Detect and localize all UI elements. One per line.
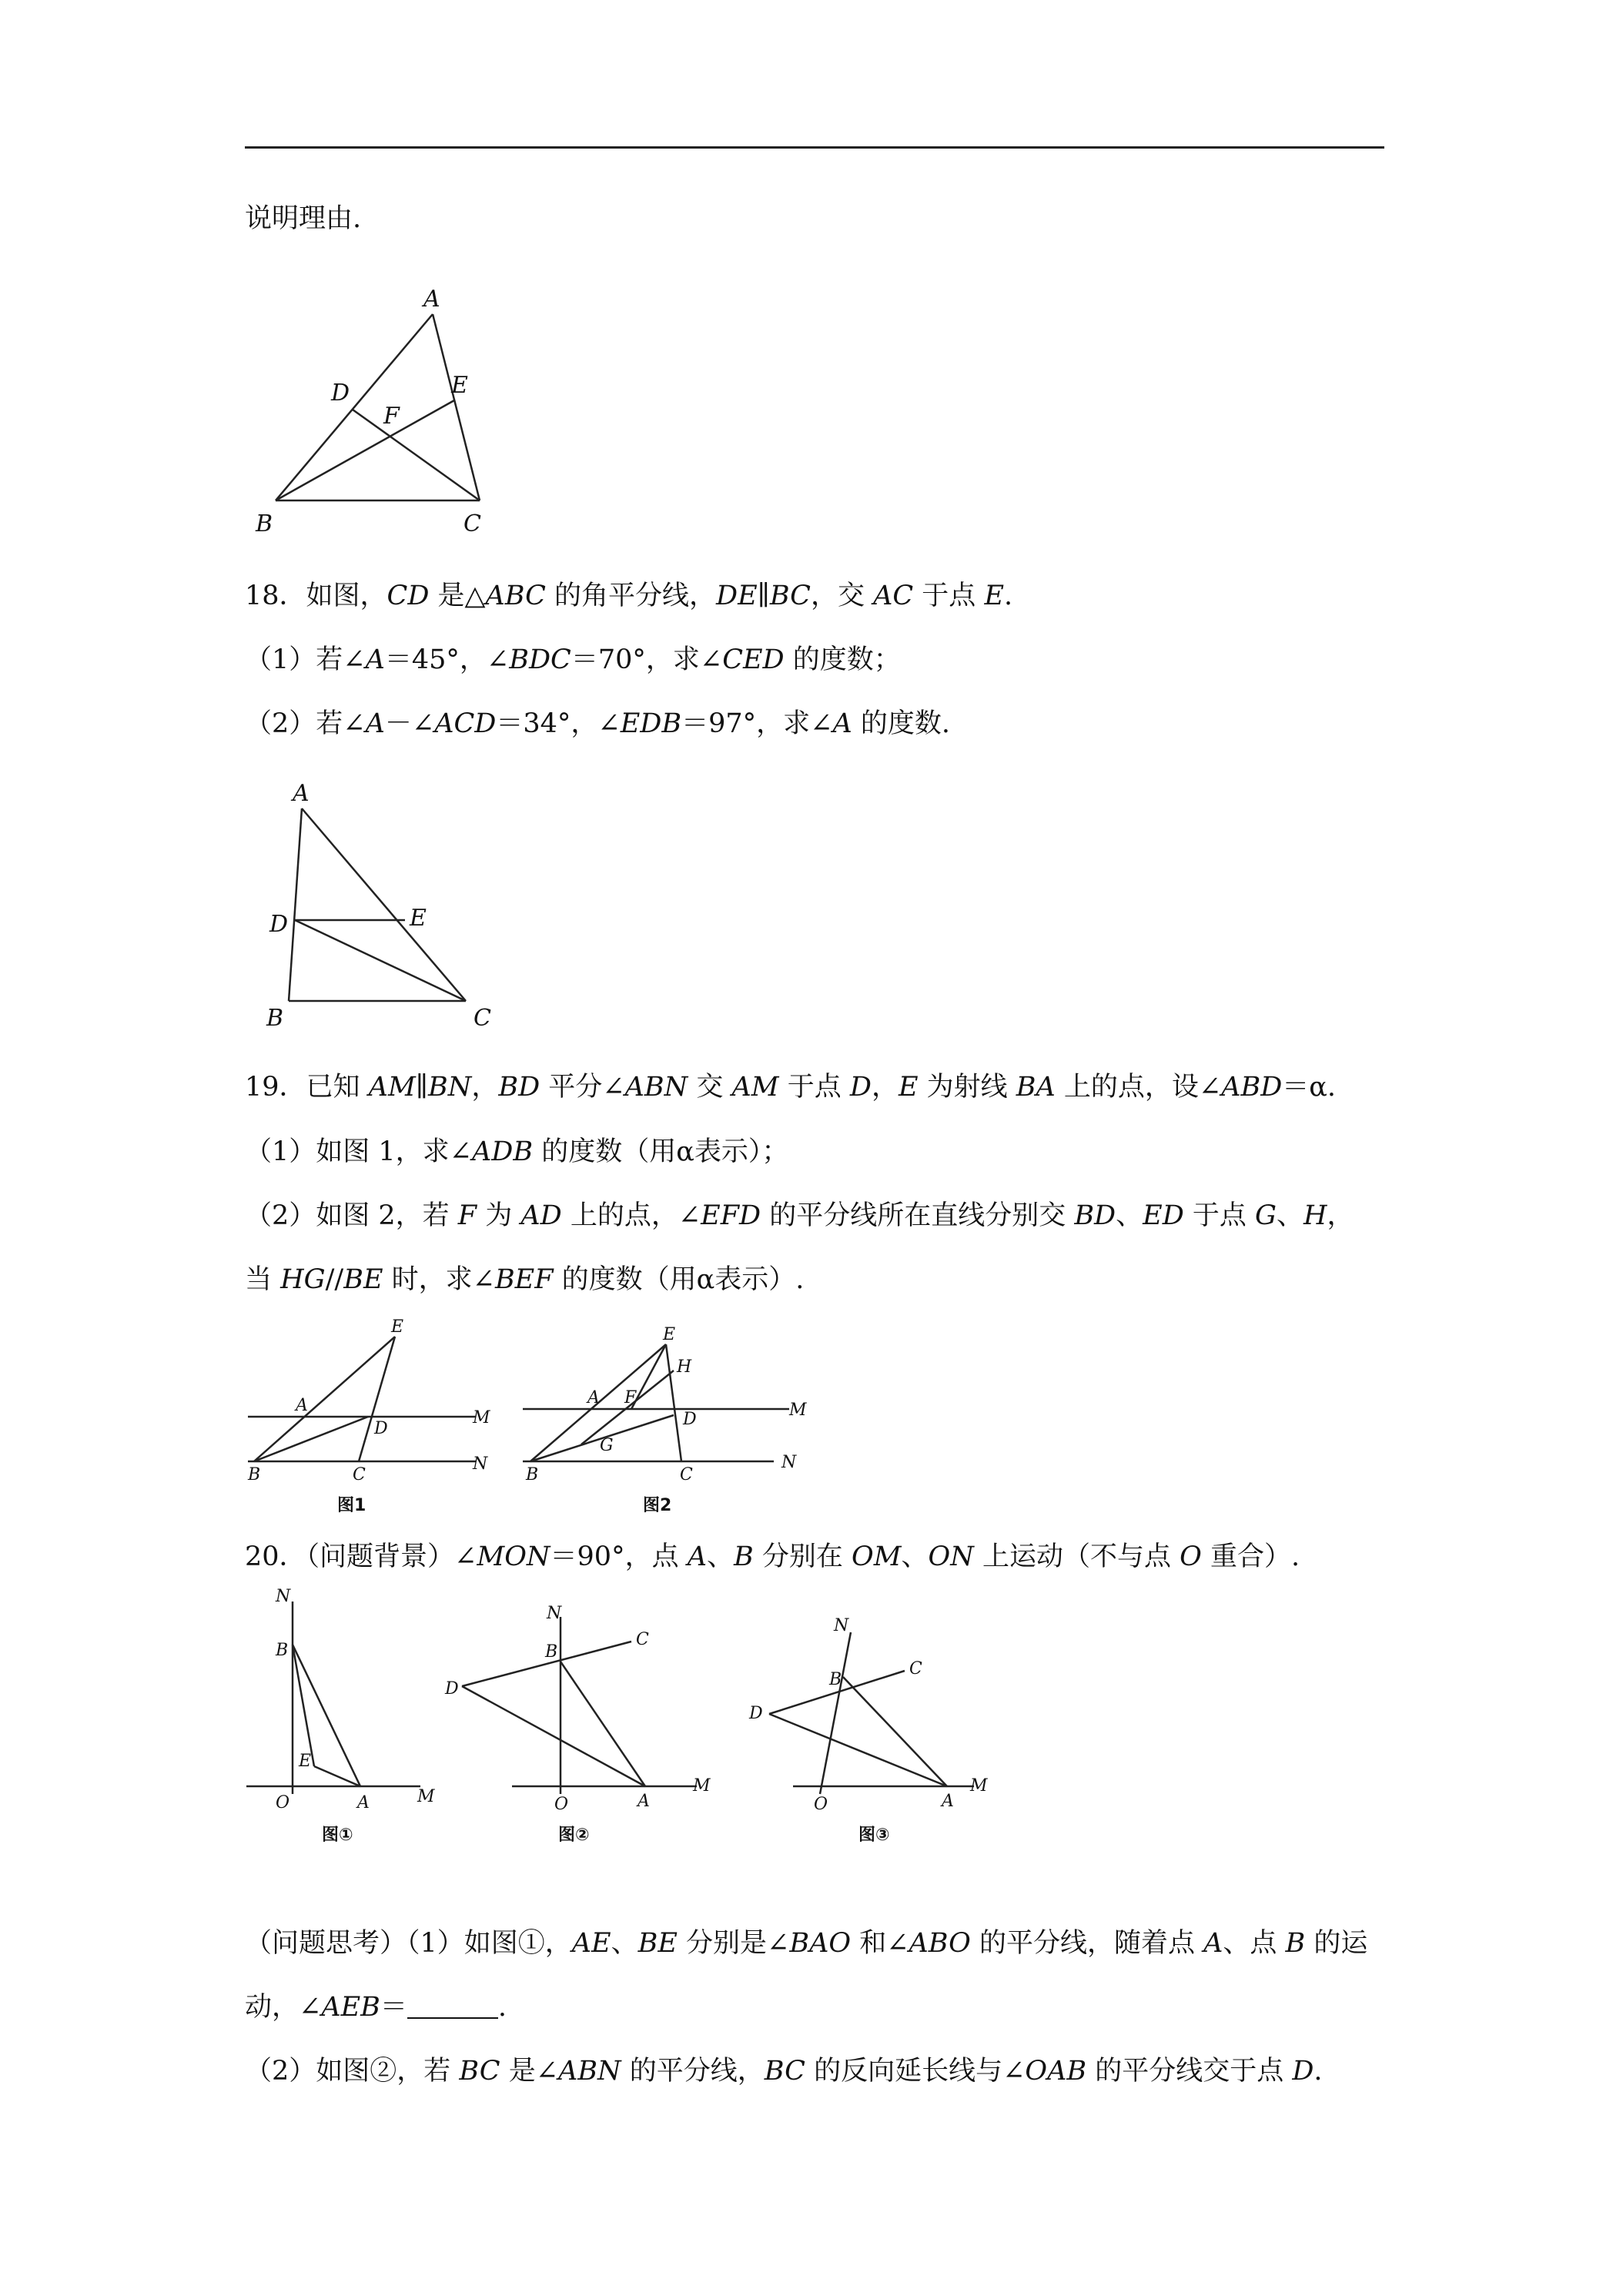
q18-stem: 18．如图，CD 是△ABC 的角平分线，DE∥BC，交 AC 于点 E. [245,581,1013,611]
figure-19-1 [245,1317,507,1517]
q19-part-2-line-2: 当 HG//BE 时，求∠BEF 的度数（用α表示）. [245,1264,805,1295]
fig20-3-label-d: D [749,1704,763,1723]
fig17-label-d: D [331,380,350,407]
fig19-1-label-c: C [353,1465,366,1484]
fig20-3-caption: 图③ [858,1826,890,1845]
fig19-1-label-b: B [248,1465,261,1484]
fig19-2-label-c: C [680,1465,693,1484]
figure-18 [254,778,516,1032]
fig19-1-label-d: D [374,1419,388,1438]
fig17-label-f: F [383,403,400,430]
fig20-3-label-c: C [909,1659,922,1678]
fig19-1-label-m: M [473,1408,490,1427]
fig20-2-label-n: N [547,1604,562,1623]
figure-19-2 [520,1317,812,1517]
q18-part-1: （1）若∠A＝45°，∠BDC＝70°，求∠CED 的度数； [245,644,901,675]
fig19-1-label-e: E [391,1317,404,1337]
fig19-2-label-m: M [789,1401,807,1420]
fig20-3-label-a: A [942,1792,954,1811]
q19-part-1: （1）如图 1，求∠ADB 的度数（用α表示）； [245,1136,789,1167]
fig19-2-label-n: N [781,1453,797,1472]
header-rule [245,146,1384,149]
fig18-label-c: C [474,1005,491,1032]
figure-20-2 [439,1586,716,1845]
q18-part-2: （2）若∠A－∠ACD＝34°，∠EDB＝97°，求∠A 的度数. [245,708,950,739]
top-text: 说明理由. [245,203,362,234]
fig19-2-label-b: B [526,1465,539,1484]
fig20-3-label-b: B [829,1670,842,1689]
fig20-1-label-n: N [276,1587,291,1606]
fig19-2-label-h: H [677,1357,692,1377]
fig19-1-label-a: A [296,1396,308,1415]
answer-blank[interactable] [407,1994,498,2019]
fig19-2-label-g: G [600,1436,614,1455]
fig20-2-label-b: B [545,1642,558,1662]
fig20-2-caption: 图② [558,1826,590,1845]
fig18-label-b: B [266,1005,284,1032]
q19-stem: 19．已知 AM∥BN，BD 平分∠ABN 交 AM 于点 D，E 为射线 BA 上的点，设∠ABD＝α. [245,1072,1337,1103]
fig18-label-a: A [293,780,310,807]
fig20-2-label-a: A [637,1792,650,1811]
fig20-1-label-e: E [299,1752,312,1771]
fig20-1-label-o: O [276,1793,290,1812]
fig17-label-c: C [463,510,481,537]
q20-part-2: （2）如图②，若 BC 是∠ABN 的平分线，BC 的反向延长线与∠OAB 的平分线交于点 D. [245,2056,1323,2087]
fig19-2-label-f: F [624,1388,637,1407]
fig19-1-label-n: N [473,1454,488,1474]
fig20-2-label-d: D [445,1679,459,1699]
fig19-2-label-d: D [683,1410,697,1429]
fig17-label-e: E [451,372,468,399]
fig18-label-e: E [410,905,427,932]
figure-17 [245,277,522,539]
fig20-2-label-o: O [554,1795,569,1814]
q20-think-1-line-2: 动，∠AEB＝ . [245,1992,507,2023]
fig17-label-b: B [256,510,273,537]
q20-stem: 20．（问题背景）∠MON＝90°，点 A、B 分别在 OM、ON 上运动（不与点 O 重合）. [245,1541,1300,1572]
q20-think-1-line-1: （问题思考）（1）如图①，AE、BE 分别是∠BAO 和∠ABO 的平分线，随着点 A、点 B 的运 [245,1928,1368,1959]
figure-20-3 [735,1586,1012,1845]
fig20-1-label-b: B [276,1641,289,1660]
fig20-2-label-c: C [636,1630,649,1649]
fig20-1-label-a: A [357,1793,370,1812]
fig18-label-d: D [269,911,289,938]
fig20-3-label-n: N [834,1616,849,1635]
figure-20-1 [245,1586,445,1845]
fig19-2-label-a: A [587,1388,600,1407]
fig20-3-label-m: M [970,1776,988,1796]
q19-part-2-line-1: （2）如图 2，若 F 为 AD 上的点，∠EFD 的平分线所在直线分别交 BD、ED 于点 G、H， [245,1200,1354,1231]
fig20-3-label-o: O [814,1795,828,1814]
fig19-2-label-e: E [663,1325,676,1344]
fig20-1-label-m: M [417,1787,435,1806]
fig19-1-caption: 图1 [337,1496,366,1515]
fig19-2-caption: 图2 [643,1496,672,1515]
fig20-2-label-m: M [693,1776,711,1796]
fig17-label-a: A [423,286,440,313]
fig20-1-caption: 图① [322,1826,353,1845]
